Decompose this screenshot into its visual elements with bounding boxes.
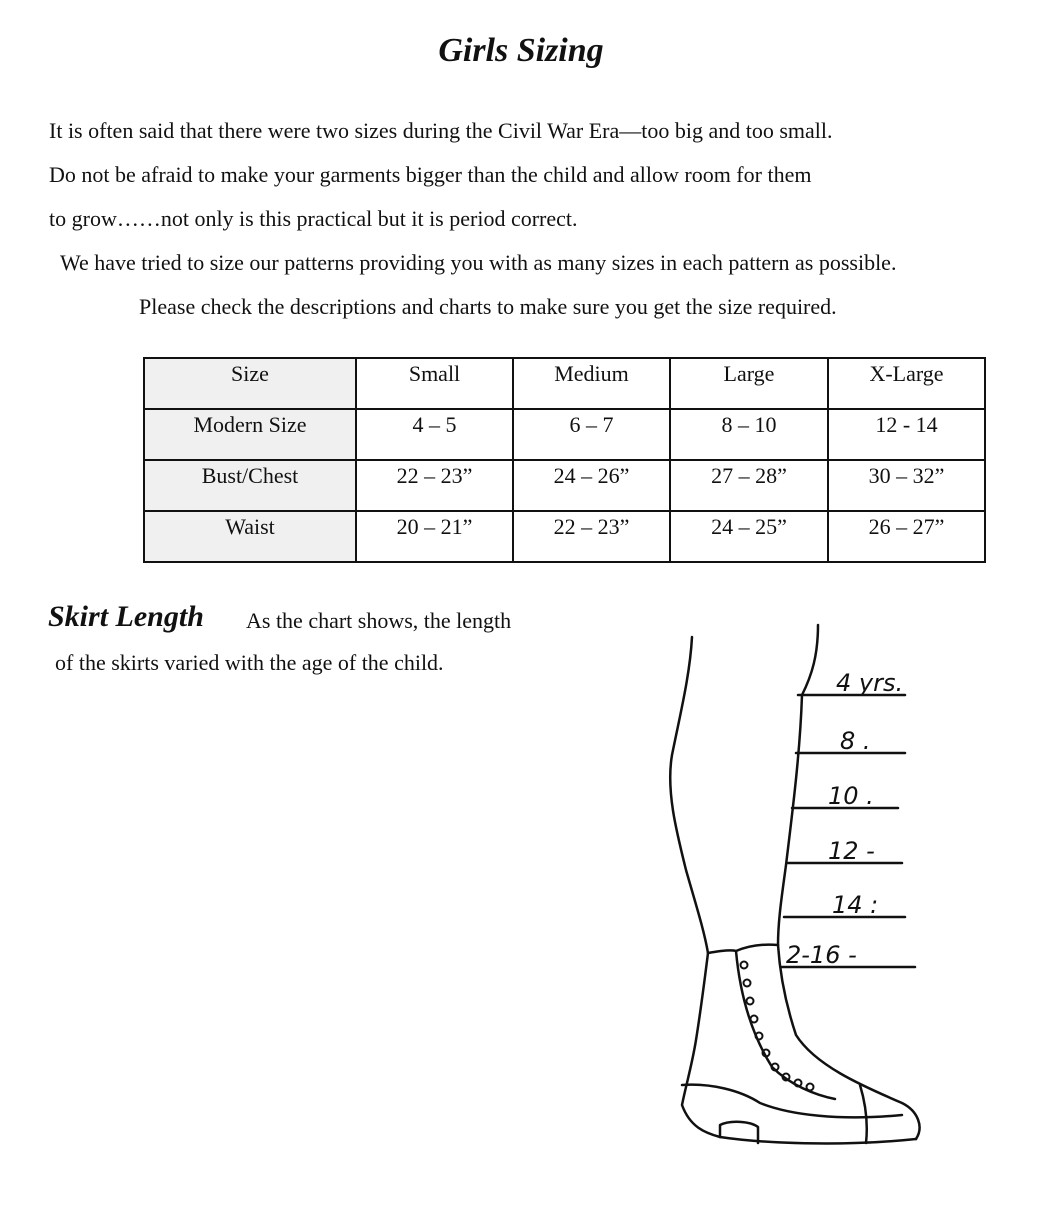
skirt-length-text-2: of the skirts varied with the age of the child. <box>55 650 444 675</box>
boot-leg-illustration-icon <box>640 615 940 1155</box>
intro-line-5: Please check the descriptions and charts to make sure you get the size required. <box>139 294 837 319</box>
page-title: Girls Sizing <box>438 32 604 69</box>
age-mark-label: 4 yrs. <box>836 669 904 697</box>
skirt-length-text-1: As the chart shows, the length <box>246 608 512 633</box>
age-mark-label: 2-16 - <box>786 941 857 969</box>
age-mark-label: 8 . <box>840 727 871 755</box>
age-mark-label: 10 . <box>828 782 874 810</box>
table-cell: 22 – 23” <box>356 460 513 511</box>
intro-line-1: It is often said that there were two sizes during the Civil War Era—too big and too small. <box>49 118 833 143</box>
intro-line-2: Do not be afraid to make your garments bigger than the child and allow room for them <box>49 162 812 187</box>
size-chart-table <box>143 357 986 563</box>
intro-line-4: We have tried to size our patterns providing you with as many sizes in each pattern as possible. <box>60 250 897 275</box>
table-cell: 26 – 27” <box>828 511 985 562</box>
table-row <box>144 409 985 460</box>
table-cell: 6 – 7 <box>513 409 670 460</box>
table-header-cell: X-Large <box>828 358 985 409</box>
table-cell: 27 – 28” <box>670 460 828 511</box>
table-header-cell: Size <box>144 358 356 409</box>
row-label-cell: Waist <box>144 511 356 562</box>
table-row <box>144 460 985 511</box>
table-cell: 12 - 14 <box>828 409 985 460</box>
table-cell: 30 – 32” <box>828 460 985 511</box>
table-header-cell: Large <box>670 358 828 409</box>
table-cell: 20 – 21” <box>356 511 513 562</box>
row-label-cell: Modern Size <box>144 409 356 460</box>
row-label-cell: Bust/Chest <box>144 460 356 511</box>
table-cell: 24 – 25” <box>670 511 828 562</box>
table-header-cell: Medium <box>513 358 670 409</box>
skirt-length-heading: Skirt Length <box>48 600 204 633</box>
table-cell: 4 – 5 <box>356 409 513 460</box>
table-cell: 22 – 23” <box>513 511 670 562</box>
table-header-cell: Small <box>356 358 513 409</box>
intro-line-3: to grow……not only is this practical but it is period correct. <box>49 206 578 231</box>
age-mark-label: 14 : <box>832 891 879 919</box>
table-cell: 8 – 10 <box>670 409 828 460</box>
table-header-row <box>144 358 985 409</box>
age-mark-label: 12 - <box>828 837 875 865</box>
table-row <box>144 511 985 562</box>
table-cell: 24 – 26” <box>513 460 670 511</box>
